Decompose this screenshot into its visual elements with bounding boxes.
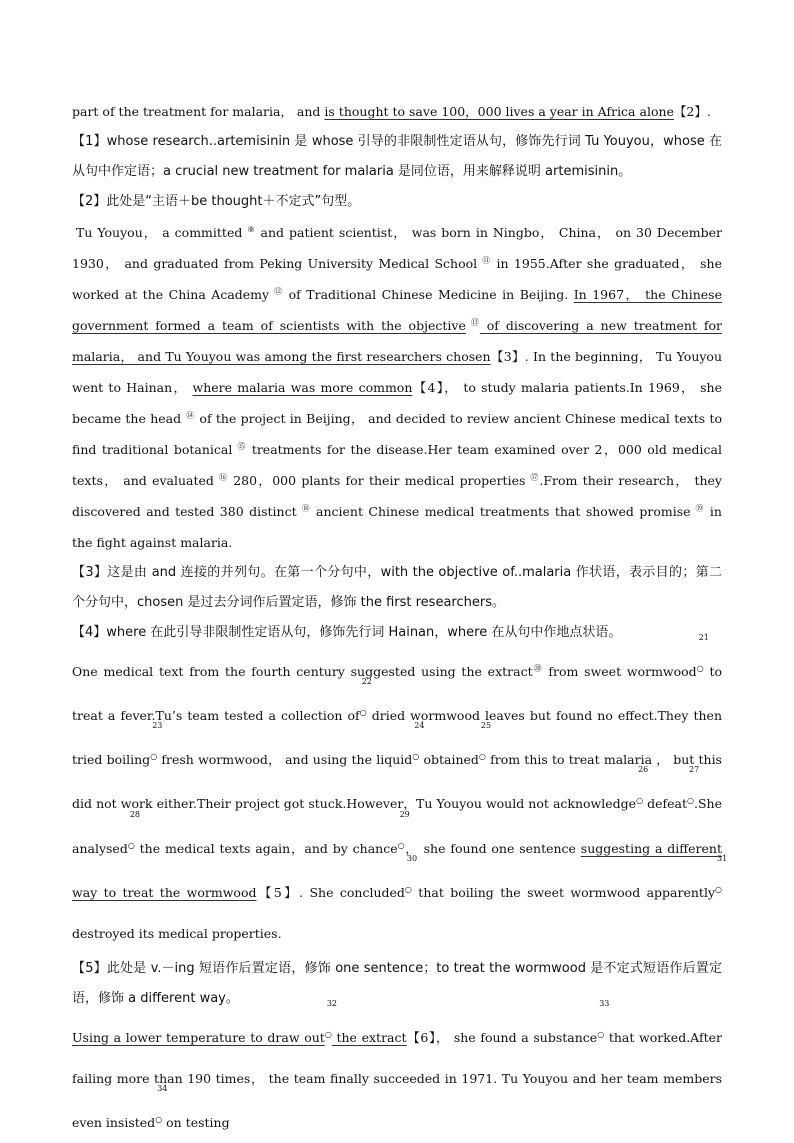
- annotation-marker: 【3】: [490, 349, 525, 364]
- underlined-phrase: Using a lower temperature to draw out: [72, 1030, 325, 1046]
- text-run: from sweet wormwood: [542, 664, 697, 680]
- blank-number: 22: [361, 677, 372, 687]
- blank-number: 24: [414, 721, 425, 731]
- blank-marker: [715, 853, 728, 913]
- passage-paragraph-4: [72, 998, 723, 1143]
- text-run: defeat: [643, 796, 688, 812]
- blank-marker: [478, 721, 492, 780]
- text-run: and patient scientist， was born in Ningbo， China， on 30 December 1930， and graduated from Peking University Medical School: [72, 225, 722, 271]
- footnote-number: ⑰: [530, 472, 539, 482]
- note-3: 【3】这是由 and 连接的并列句。在第一个分句中，with the objective of..malaria 作状语，表示目的；第二个分句中，chosen 是过去分词作后置定语，修饰 the first researchers。: [72, 565, 722, 610]
- blank-number: 30: [406, 853, 418, 863]
- note-5: 【5】此处是 v.－ing 短语作后置定语，修饰 one sentence；to treat the wormwood 是不定式短语作后置定语，修饰 a different way。: [72, 960, 722, 1006]
- text-run: Tu Youyou， a committed: [76, 225, 243, 240]
- blank-number: 33: [599, 998, 610, 1008]
- blank-marker: [404, 853, 418, 913]
- annotation-marker: 【2】.: [673, 104, 711, 119]
- text-run: of Traditional Chinese Medicine in Beijing.: [283, 287, 574, 302]
- footnote-number: ⑭: [186, 410, 195, 420]
- underlined-clause: where malaria was more common: [192, 380, 413, 395]
- text-run: to treat a fever.Tu’s team tested a collection of: [72, 664, 723, 724]
- blank-number: 34: [157, 1084, 168, 1094]
- text-run: treatments for the disease.Her team examined over 2，000 old medical texts， and evaluated: [72, 442, 722, 488]
- blank-marker: [687, 765, 700, 824]
- text-run: ， she found one sentence: [404, 840, 581, 856]
- annotation-marker: 【4】: [412, 380, 445, 395]
- text-run: . She concluded: [299, 884, 405, 900]
- blank-circle: ○: [397, 840, 405, 850]
- blank-marker: [696, 633, 709, 692]
- note-1: 【1】whose research..artemisinin 是 whose 引导的非限制性定语从句，修饰先行词 Tu Youyou，whose 在从句中作定语；a crucial new treatment for malaria 是同位语，用来解释说明 artemisinin。: [72, 134, 722, 179]
- blank-number: 26: [638, 765, 649, 775]
- underlined-sentence: In 1967， the Chinese government formed a team of scientists with the objective: [72, 287, 722, 333]
- blank-marker: [155, 1084, 168, 1143]
- text-run: obtained: [419, 752, 479, 768]
- blank-number: 27: [689, 765, 700, 775]
- blank-marker: [150, 721, 163, 780]
- passage-line-1: [72, 96, 722, 127]
- note-2: 【2】此处是“主语＋be thought＋不定式”句型。: [72, 194, 361, 209]
- blank-number: 32: [326, 998, 338, 1008]
- blank-marker: [359, 677, 372, 736]
- blank-marker: [397, 809, 410, 869]
- text-run: in 1955.After she graduated， she worked at the China Academy: [72, 256, 722, 302]
- blank-number: 25: [480, 721, 492, 731]
- annotation-marker: 【6】: [406, 1030, 436, 1046]
- blank-circle: ○: [404, 884, 412, 894]
- footnote-number: ⑫: [274, 286, 283, 296]
- text-run: . In the beginning， Tu Youyou went to Hainan，: [72, 349, 723, 395]
- blank-circle: ○: [412, 752, 420, 762]
- blank-circle: ○: [597, 1029, 605, 1039]
- text-run: of the project in Beijing， and decided to review ancient Chinese medical texts to find traditional botanical: [72, 411, 722, 457]
- text-run: .She analysed: [72, 796, 722, 856]
- blank-circle: ○: [324, 1029, 332, 1039]
- footnote-number: ⑳: [533, 664, 542, 673]
- text-run: the medical texts again，and by chance: [134, 840, 398, 856]
- footnote-number: ⑨: [247, 224, 255, 234]
- text-run: .From their research， they discovered and tested 380 distinct: [72, 473, 722, 519]
- underlined-phrase: suggesting a different way to treat the wormwood: [72, 840, 722, 900]
- underlined-phrase: the extract: [331, 1030, 407, 1046]
- blank-marker: [412, 721, 425, 780]
- annotation-marker: 【5】: [256, 884, 300, 900]
- text-run: that worked.After failing more than 190 times， the team finally succeeded in 1971. Tu Youyou and her team members even insisted: [72, 1030, 723, 1131]
- text-run: from this to treat malaria ， but this did not work either.Their project got stuck.However，Tu Youyou would not acknowledge: [72, 752, 722, 812]
- passage-paragraph-3: [72, 633, 728, 954]
- footnote-number: ⑯: [218, 472, 227, 482]
- blank-marker: [324, 998, 338, 1058]
- blank-marker: [636, 765, 649, 824]
- blank-circle: ○: [478, 752, 486, 762]
- passage-paragraph-2: [72, 217, 722, 558]
- footnote-number: ⑲: [695, 503, 704, 513]
- text-run: ， she found a substance: [435, 1030, 598, 1046]
- text-run: destroyed its medical properties.: [72, 925, 282, 941]
- text-run: dried wormwood leaves but found no effect.They then tried boiling: [72, 708, 723, 768]
- blank-marker: [127, 809, 141, 869]
- blank-circle: ○: [715, 884, 722, 894]
- text-run: part of the treatment for malaria， and: [72, 104, 325, 119]
- blank-circle: ○: [696, 664, 704, 673]
- blank-circle: ○: [359, 708, 367, 718]
- blank-marker: [597, 998, 610, 1058]
- footnote-number: ⑪: [482, 255, 491, 265]
- blank-circle: ○: [127, 840, 135, 850]
- text-run: fresh wormwood， and using the liquid: [157, 752, 413, 768]
- blank-number: 28: [129, 809, 141, 819]
- text-run: in the fight against malaria.: [72, 504, 722, 550]
- footnote-number: ⑱: [301, 503, 310, 513]
- blank-circle: ○: [155, 1115, 163, 1125]
- text-run: 280，000 plants for their medical properties: [227, 473, 526, 488]
- text-run: One medical text from the fourth century suggested using the extract: [72, 664, 533, 680]
- text-run: on testing: [162, 1115, 230, 1131]
- blank-number: 21: [698, 633, 709, 642]
- note-4: 【4】where 在此引导非限制性定语从句，修饰先行词 Hainan，where 在从句中作地点状语。: [72, 625, 622, 640]
- blank-circle: ○: [687, 796, 694, 806]
- text-run: ， to study malaria patients.In 1969， she became the head: [72, 380, 722, 426]
- footnote-number: ⑮: [237, 441, 246, 451]
- text-run: that boiling the sweet wormwood apparently: [411, 884, 716, 900]
- blank-number: 23: [152, 721, 163, 731]
- document-page: [72, 96, 728, 1143]
- underlined-sentence: is thought to save 100，000 lives a year in Africa alone: [324, 104, 674, 119]
- blank-circle: ○: [150, 752, 158, 762]
- blank-number: 29: [399, 809, 410, 819]
- underlined-sentence: of discovering a new treatment for malaria， and Tu Youyou was among the first researchers chosen: [72, 318, 722, 364]
- footnote-number: ⑬: [470, 317, 479, 327]
- blank-circle: ○: [636, 796, 644, 806]
- text-run: ancient Chinese medical treatments that showed promise: [310, 504, 691, 519]
- blank-number: 31: [717, 853, 728, 863]
